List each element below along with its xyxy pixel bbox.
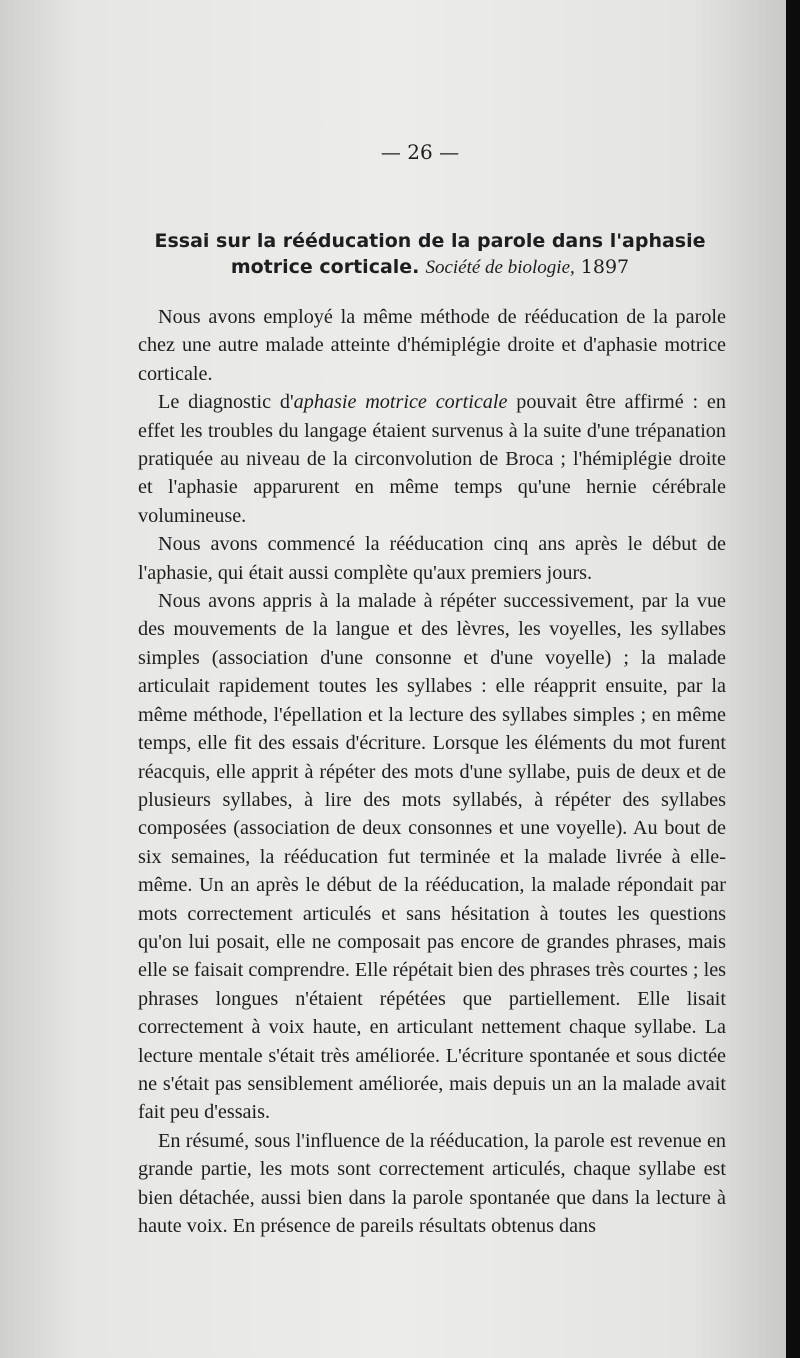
title-source: Société de biologie,	[425, 257, 575, 278]
body-text	[138, 303, 726, 1240]
title-bold: Essai sur la rééducation de la parole dans l'aphasie motrice corticale.	[154, 230, 706, 278]
paragraph-2	[138, 388, 726, 530]
paragraph-2-before: Le diagnostic d'	[158, 391, 294, 414]
section-title	[130, 228, 730, 281]
paragraph-2-after: pouvait être affirmé : en effet les troubles du langage étaient survenus à la suite d'une trépanation pratiquée au niveau de la circonvolution de Broca ; l'hémiplégie droite et l'aphasie apparurent en même temps qu'une hernie cérébrale volumineuse.	[138, 391, 726, 527]
title-year: 1897	[580, 256, 630, 278]
scan-edge	[786, 0, 800, 1358]
paragraph-2-italic: aphasie motrice corticale	[293, 391, 508, 414]
paragraph-5: En résumé, sous l'influence de la rééducation, la parole est revenue en grande partie, les mots sont correctement articulés, chaque syllabe est bien détachée, aussi bien dans la parole spontanée que dans la lecture à haute voix. En présence de pareils résultats obtenus dans	[138, 1129, 726, 1237]
paragraph-4: Nous avons appris à la malade à répéter successivement, par la vue des mouvements de la langue et des lèvres, les voyelles, les syllabes simples (association d'une consonne et d'une voyelle) ; la malade articulait rapidement toutes les syllabes : elle réapprit ensuite, par la même méthode, l'épellation et la lecture des syllabes simples ; en même temps, elle fit des essais d'écriture. Lorsque les éléments du mot furent réacquis, elle apprit à répéter des mots d'une syllabe, puis de deux et de plusieurs syllabes, à lire des mots syllabés, à répéter des syllabes composées (association de deux consonnes et une voyelle). Au bout de six semaines, la rééducation fut terminée et la malade livrée à elle-même. Un an après le début de la rééducation, la malade répondait par mots correctement articulés et sans hésitation à toutes les questions qu'on lui posait, elle ne composait pas encore de grandes phrases, mais elle se faisait comprendre. Elle répétait bien des phrases très courtes ; les phrases longues n'étaient répétées que partiellement. Elle lisait correctement à voix haute, en articulant nettement chaque syllabe. La lecture mentale s'était très améliorée. L'écriture spontanée et sous dictée ne s'était pas sensiblement améliorée, mais depuis un an la malade avait fait peu d'essais.	[138, 590, 727, 1124]
paragraph-3: Nous avons commencé la rééducation cinq ans après le début de l'aphasie, qui était aussi complète qu'aux premiers jours.	[138, 533, 726, 584]
paragraph-1: Nous avons employé la même méthode de rééducation de la parole chez une autre malade atteinte d'hémiplégie droite et d'aphasie motrice corticale.	[138, 306, 726, 385]
page-number: — 26 —	[380, 140, 460, 164]
